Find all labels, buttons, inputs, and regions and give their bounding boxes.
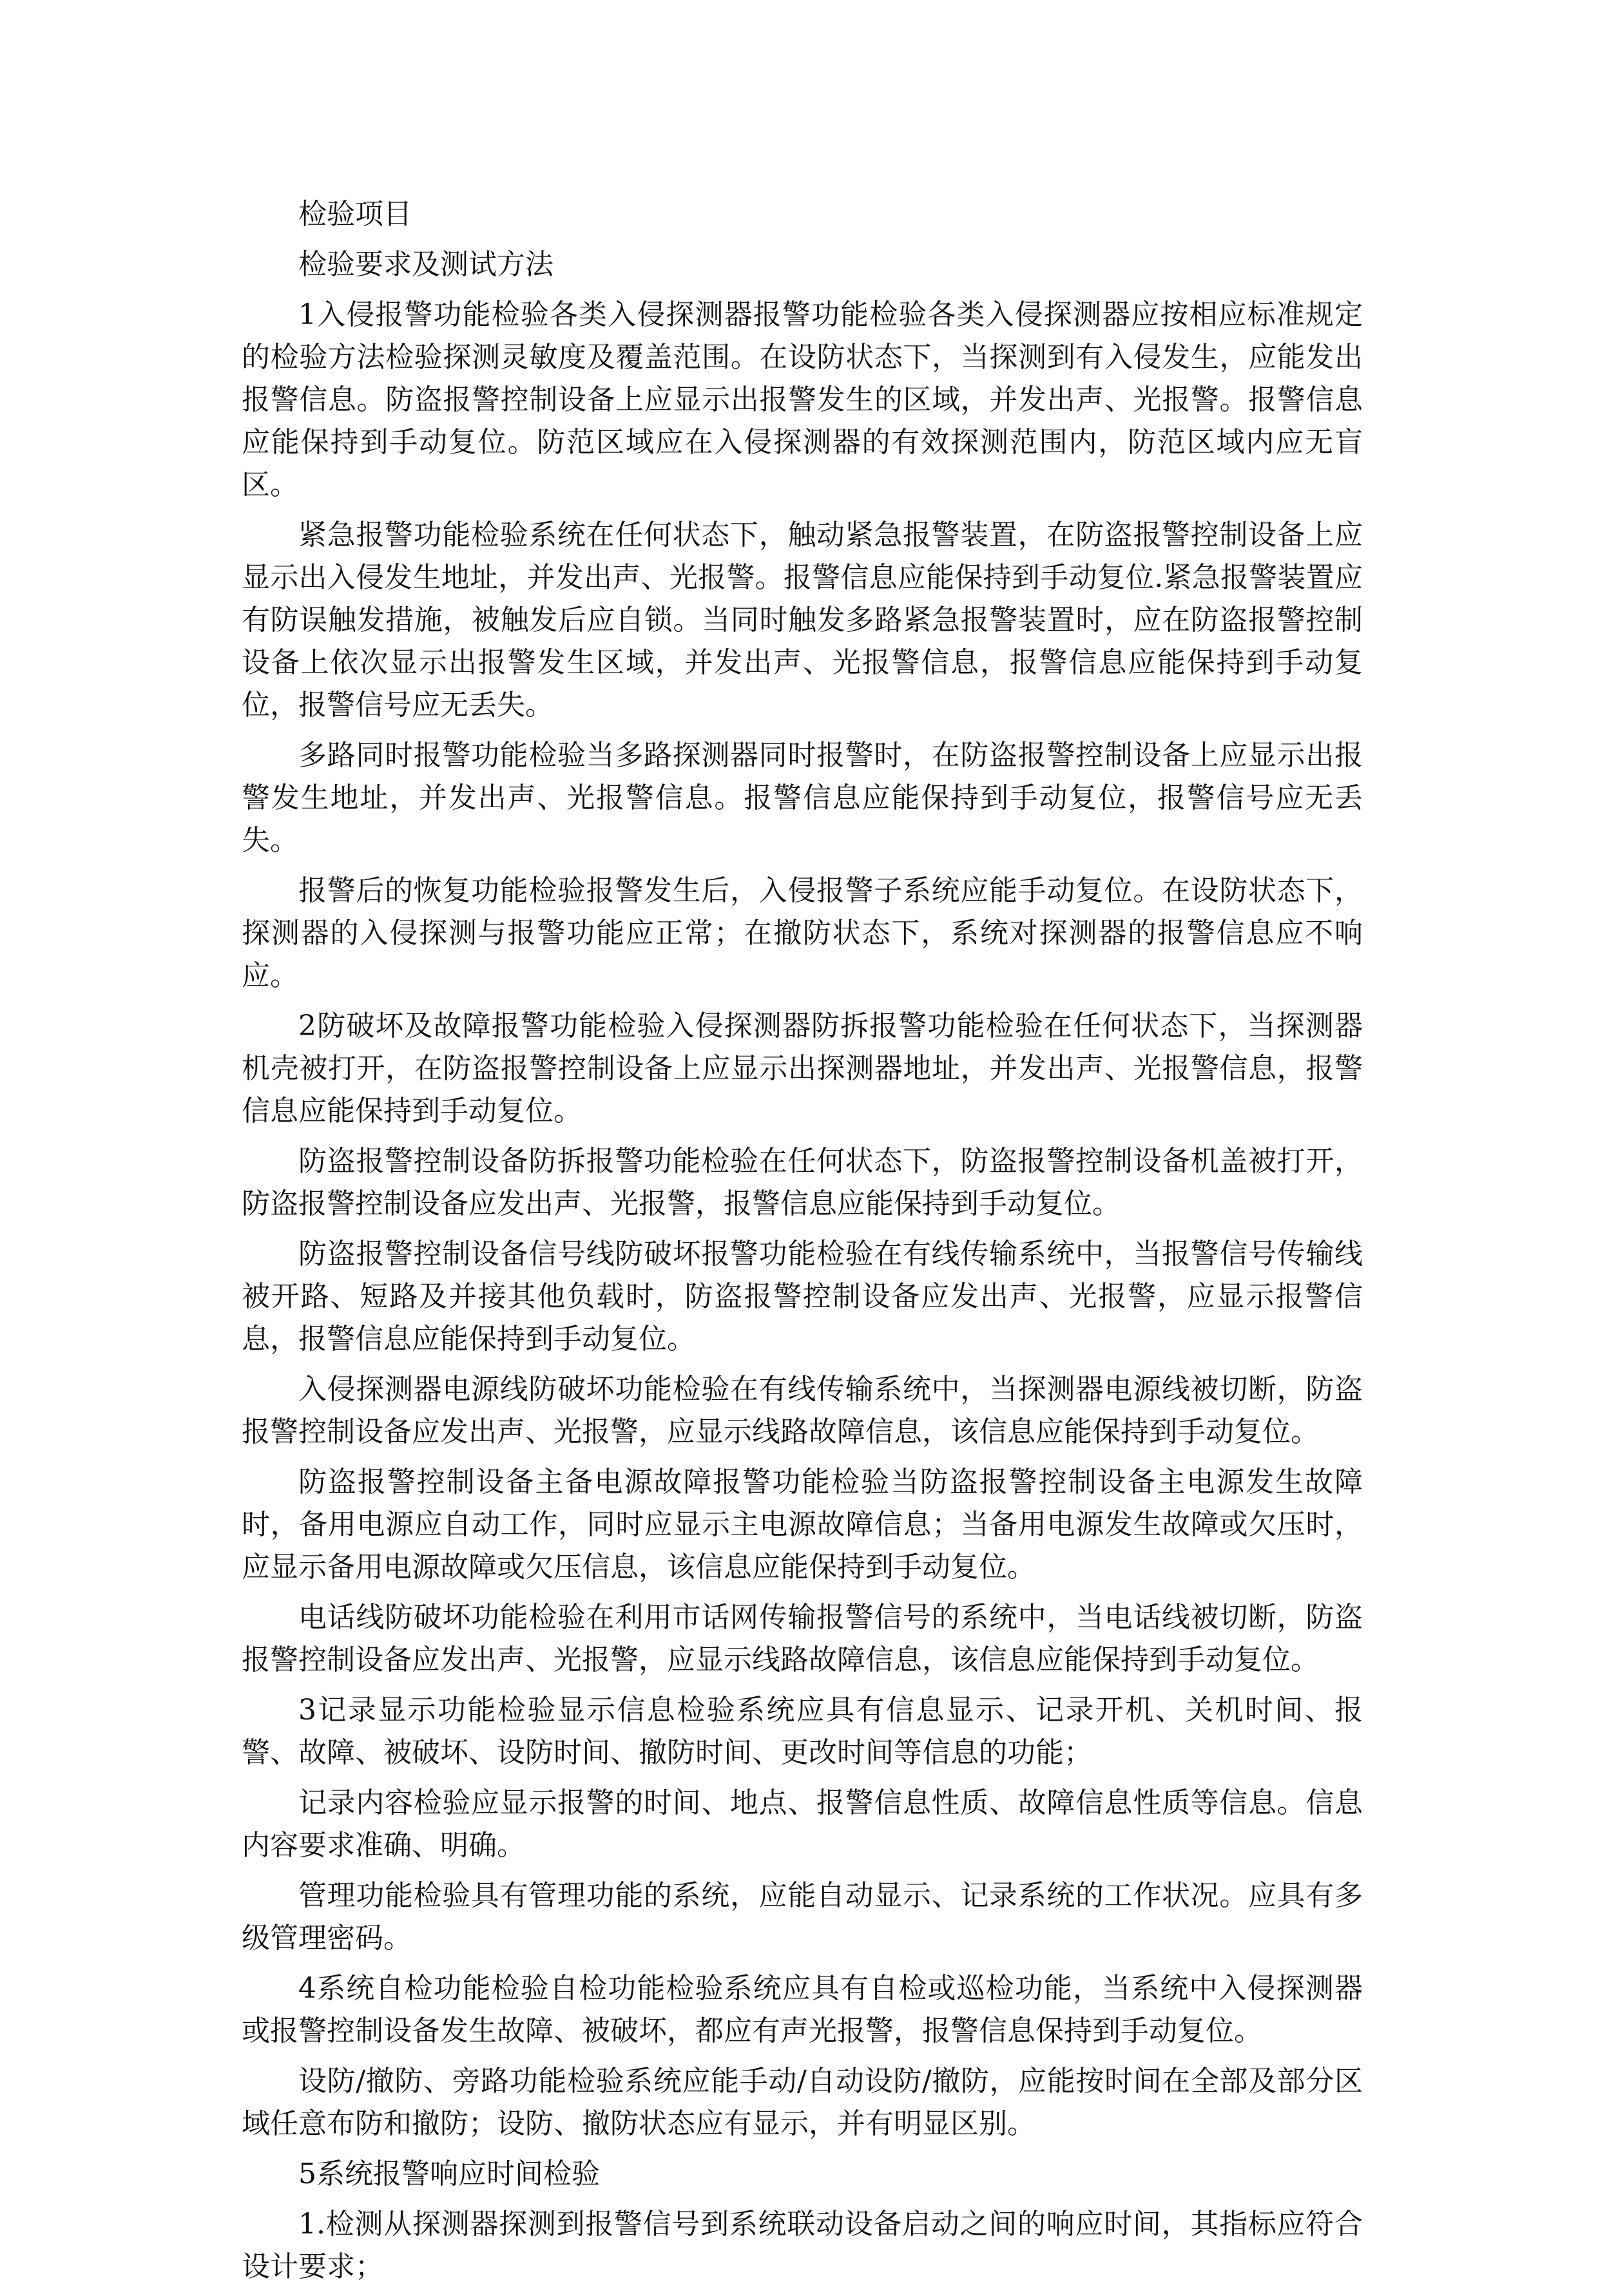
document-paragraph: 3记录显示功能检验显示信息检验系统应具有信息显示、记录开机、关机时间、报警、故障、被破坏、设防时间、撤防时间、更改时间等信息的功能； xyxy=(242,1694,1363,1769)
document-paragraph: 入侵探测器电源线防破坏功能检验在有线传输系统中，当探测器电源线被切断，防盗报警控制设备应发出声、光报警，应显示线路故障信息，该信息应能保持到手动复位。 xyxy=(242,1373,1363,1448)
document-paragraph: 多路同时报警功能检验当多路探测器同时报警时，在防盗报警控制设备上应显示出报警发生地址，并发出声、光报警信息。报警信息应能保持到手动复位，报警信号应无丢失。 xyxy=(242,739,1363,857)
document-paragraph: 紧急报警功能检验系统在任何状态下，触动紧急报警装置，在防盗报警控制设备上应显示出入侵发生地址，并发出声、光报警。报警信息应能保持到手动复位.紧急报警装置应有防误触发措施，被触发后应自锁。当同时触发多路紧急报警装置时，应在防盗报警控制设备上依次显示出报警发生区域，并发出声、光报警信息，报警信息应能保持到手动复位，报警信号应无丢失。 xyxy=(242,519,1363,722)
document-page xyxy=(242,193,1363,2296)
document-paragraph: 检验项目 xyxy=(298,198,412,231)
document-paragraph: 电话线防破坏功能检验在利用市话网传输报警信号的系统中，当电话线被切断，防盗报警控制设备应发出声、光报警，应显示线路故障信息，该信息应能保持到手动复位。 xyxy=(242,1601,1363,1676)
document-paragraph: 管理功能检验具有管理功能的系统，应能自动显示、记录系统的工作状况。应具有多级管理密码。 xyxy=(242,1879,1363,1955)
document-paragraph: 5系统报警响应时间检验 xyxy=(298,2157,600,2190)
document-paragraph: 报警后的恢复功能检验报警发生后，入侵报警子系统应能手动复位。在设防状态下，探测器的入侵探测与报警功能应正常；在撤防状态下，系统对探测器的报警信息应不响应。 xyxy=(242,874,1363,992)
document-paragraph: 防盗报警控制设备主备电源故障报警功能检验当防盗报警控制设备主电源发生故障时，备用电源应自动工作，同时应显示主电源故障信息；当备用电源发生故障或欠压时，应显示备用电源故障或欠压信息，该信息应能保持到手动复位。 xyxy=(242,1466,1363,1583)
document-paragraph: 1入侵报警功能检验各类入侵探测器报警功能检验各类入侵探测器应按相应标准规定的检验方法检验探测灵敏度及覆盖范围。在设防状态下，当探测到有入侵发生，应能发出报警信息。防盗报警控制设备上应显示出报警发生的区域，并发出声、光报警。报警信息应能保持到手动复位。防范区域应在入侵探测器的有效探测范围内，防范区域内应无盲区。 xyxy=(242,298,1363,501)
document-paragraph: 防盗报警控制设备信号线防破坏报警功能检验在有线传输系统中，当报警信号传输线被开路、短路及并接其他负载时，防盗报警控制设备应发出声、光报警，应显示报警信息，报警信息应能保持到手动复位。 xyxy=(242,1238,1363,1355)
document-paragraph: 4系统自检功能检验自检功能检验系统应具有自检或巡检功能，当系统中入侵探测器或报警控制设备发生故障、被破坏，都应有声光报警，报警信息保持到手动复位。 xyxy=(242,1972,1363,2047)
document-paragraph: 记录内容检验应显示报警的时间、地点、报警信息性质、故障信息性质等信息。信息内容要求准确、明确。 xyxy=(242,1786,1363,1862)
document-paragraph: 防盗报警控制设备防拆报警功能检验在任何状态下，防盗报警控制设备机盖被打开，防盗报警控制设备应发出声、光报警，报警信息应能保持到手动复位。 xyxy=(242,1145,1363,1220)
document-paragraph: 检验要求及测试方法 xyxy=(298,248,554,281)
document-paragraph: 1.检测从探测器探测到报警信号到系统联动设备启动之间的响应时间，其指标应符合设计要求； xyxy=(242,2208,1363,2283)
document-paragraph: 设防/撤防、旁路功能检验系统应能手动/自动设防/撤防，应能按时间在全部及部分区域任意布防和撤防；设防、撤防状态应有显示，并有明显区别。 xyxy=(242,2065,1363,2140)
document-paragraph: 2防破坏及故障报警功能检验入侵探测器防拆报警功能检验在任何状态下，当探测器机壳被打开，在防盗报警控制设备上应显示出探测器地址，并发出声、光报警信息，报警信息应能保持到手动复位。 xyxy=(242,1009,1363,1127)
